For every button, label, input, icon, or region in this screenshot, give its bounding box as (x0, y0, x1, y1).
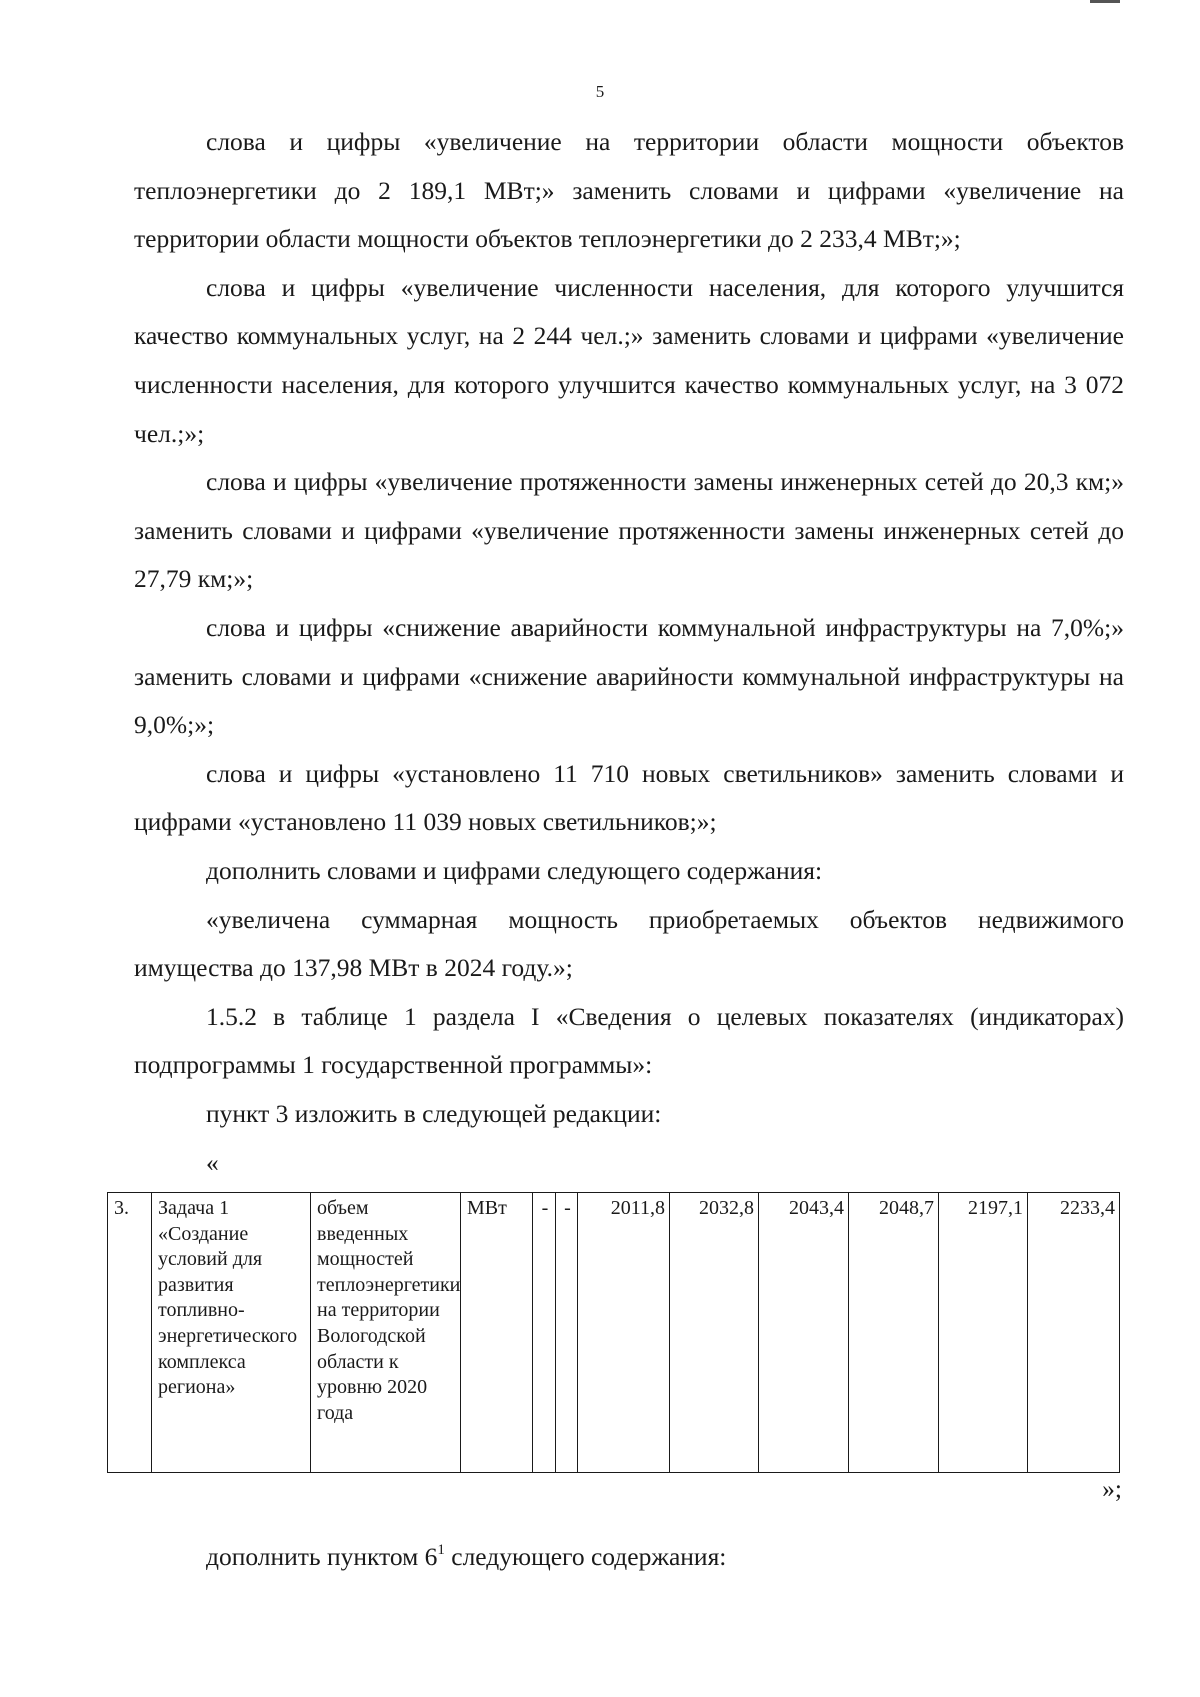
indicator-cell: объем введенных мощностей теплоэнергетики на территории Вологодской области к уровню 2020 года (311, 1193, 461, 1473)
paragraph-networks: слова и цифры «увеличение протяженности замены инженерных сетей до 20,3 км;» заменить словами и цифрами «увеличение протяженности замены инженерных сетей до 27,79 км;»; (134, 467, 1124, 594)
supplement-line (206, 1542, 726, 1572)
paragraph-lamps: слова и цифры «установлено 11 710 новых светильников» заменить словами и цифрами «установлено 11 039 новых светильников;»; (134, 758, 1124, 837)
quote-close-mark: »; (1102, 1474, 1122, 1503)
task-cell: Задача 1 «Создание условий для развития топливно-энергетического комплекса региона» (152, 1193, 311, 1473)
indicator-table (107, 1192, 1120, 1473)
paragraph-item-3: пункт 3 изложить в следующей редакции: (206, 1098, 662, 1128)
page-number: 5 (595, 82, 605, 101)
value-cell: 2048,7 (849, 1193, 939, 1473)
dash-cell: - (533, 1193, 556, 1473)
unit-cell: МВт (461, 1193, 533, 1473)
scan-edge-mark (1090, 0, 1120, 3)
dash-cell: - (556, 1193, 578, 1473)
quote-open-mark: « (206, 1148, 219, 1178)
document-body (134, 118, 1124, 1188)
paragraph-new-indicator: «увеличена суммарная мощность приобретаемых объектов недвижимого имущества до 137,98 МВт в 2024 году.»; (134, 904, 1124, 983)
row-number-cell: 3. (108, 1193, 152, 1473)
value-cell: 2043,4 (759, 1193, 849, 1473)
paragraph-accidents: слова и цифры «снижение аварийности коммунальной инфраструктуры на 7,0%;» заменить словами и цифрами «снижение аварийности коммунальной инфраструктуры на 9,0%;»; (134, 612, 1124, 740)
value-cell: 2197,1 (939, 1193, 1028, 1473)
value-cell: 2032,8 (670, 1193, 759, 1473)
supplement-text: дополнить пунктом 6 (206, 1542, 438, 1571)
paragraph-population: слова и цифры «увеличение численности населения, для которого улучшится качество коммунальных услуг, на 2 244 чел.;» заменить словами и цифрами «увеличение численности населения, для которого улучшится качество коммунальных услуг, на 3 072 чел.;»; (134, 272, 1124, 448)
superscript-index: 1 (437, 1542, 445, 1558)
paragraph-supplement: дополнить словами и цифрами следующего содержания: (206, 855, 823, 885)
value-cell: 2011,8 (578, 1193, 670, 1473)
supplement-text-end: следующего содержания: (444, 1542, 727, 1571)
value-cell: 2233,4 (1028, 1193, 1120, 1473)
paragraph-table-reference: 1.5.2 в таблице 1 раздела I «Сведения о целевых показателях (индикаторах) подпрограммы 1 государственной программы»: (134, 1001, 1124, 1080)
table-row (108, 1193, 1120, 1473)
paragraph-heat-power: слова и цифры «увеличение на территории области мощности объектов теплоэнергетики до 2 189,1 МВт;» заменить словами и цифрами «увеличение на территории области мощности объектов теплоэнергетики до 2 233,4 МВт;»; (134, 127, 1124, 254)
